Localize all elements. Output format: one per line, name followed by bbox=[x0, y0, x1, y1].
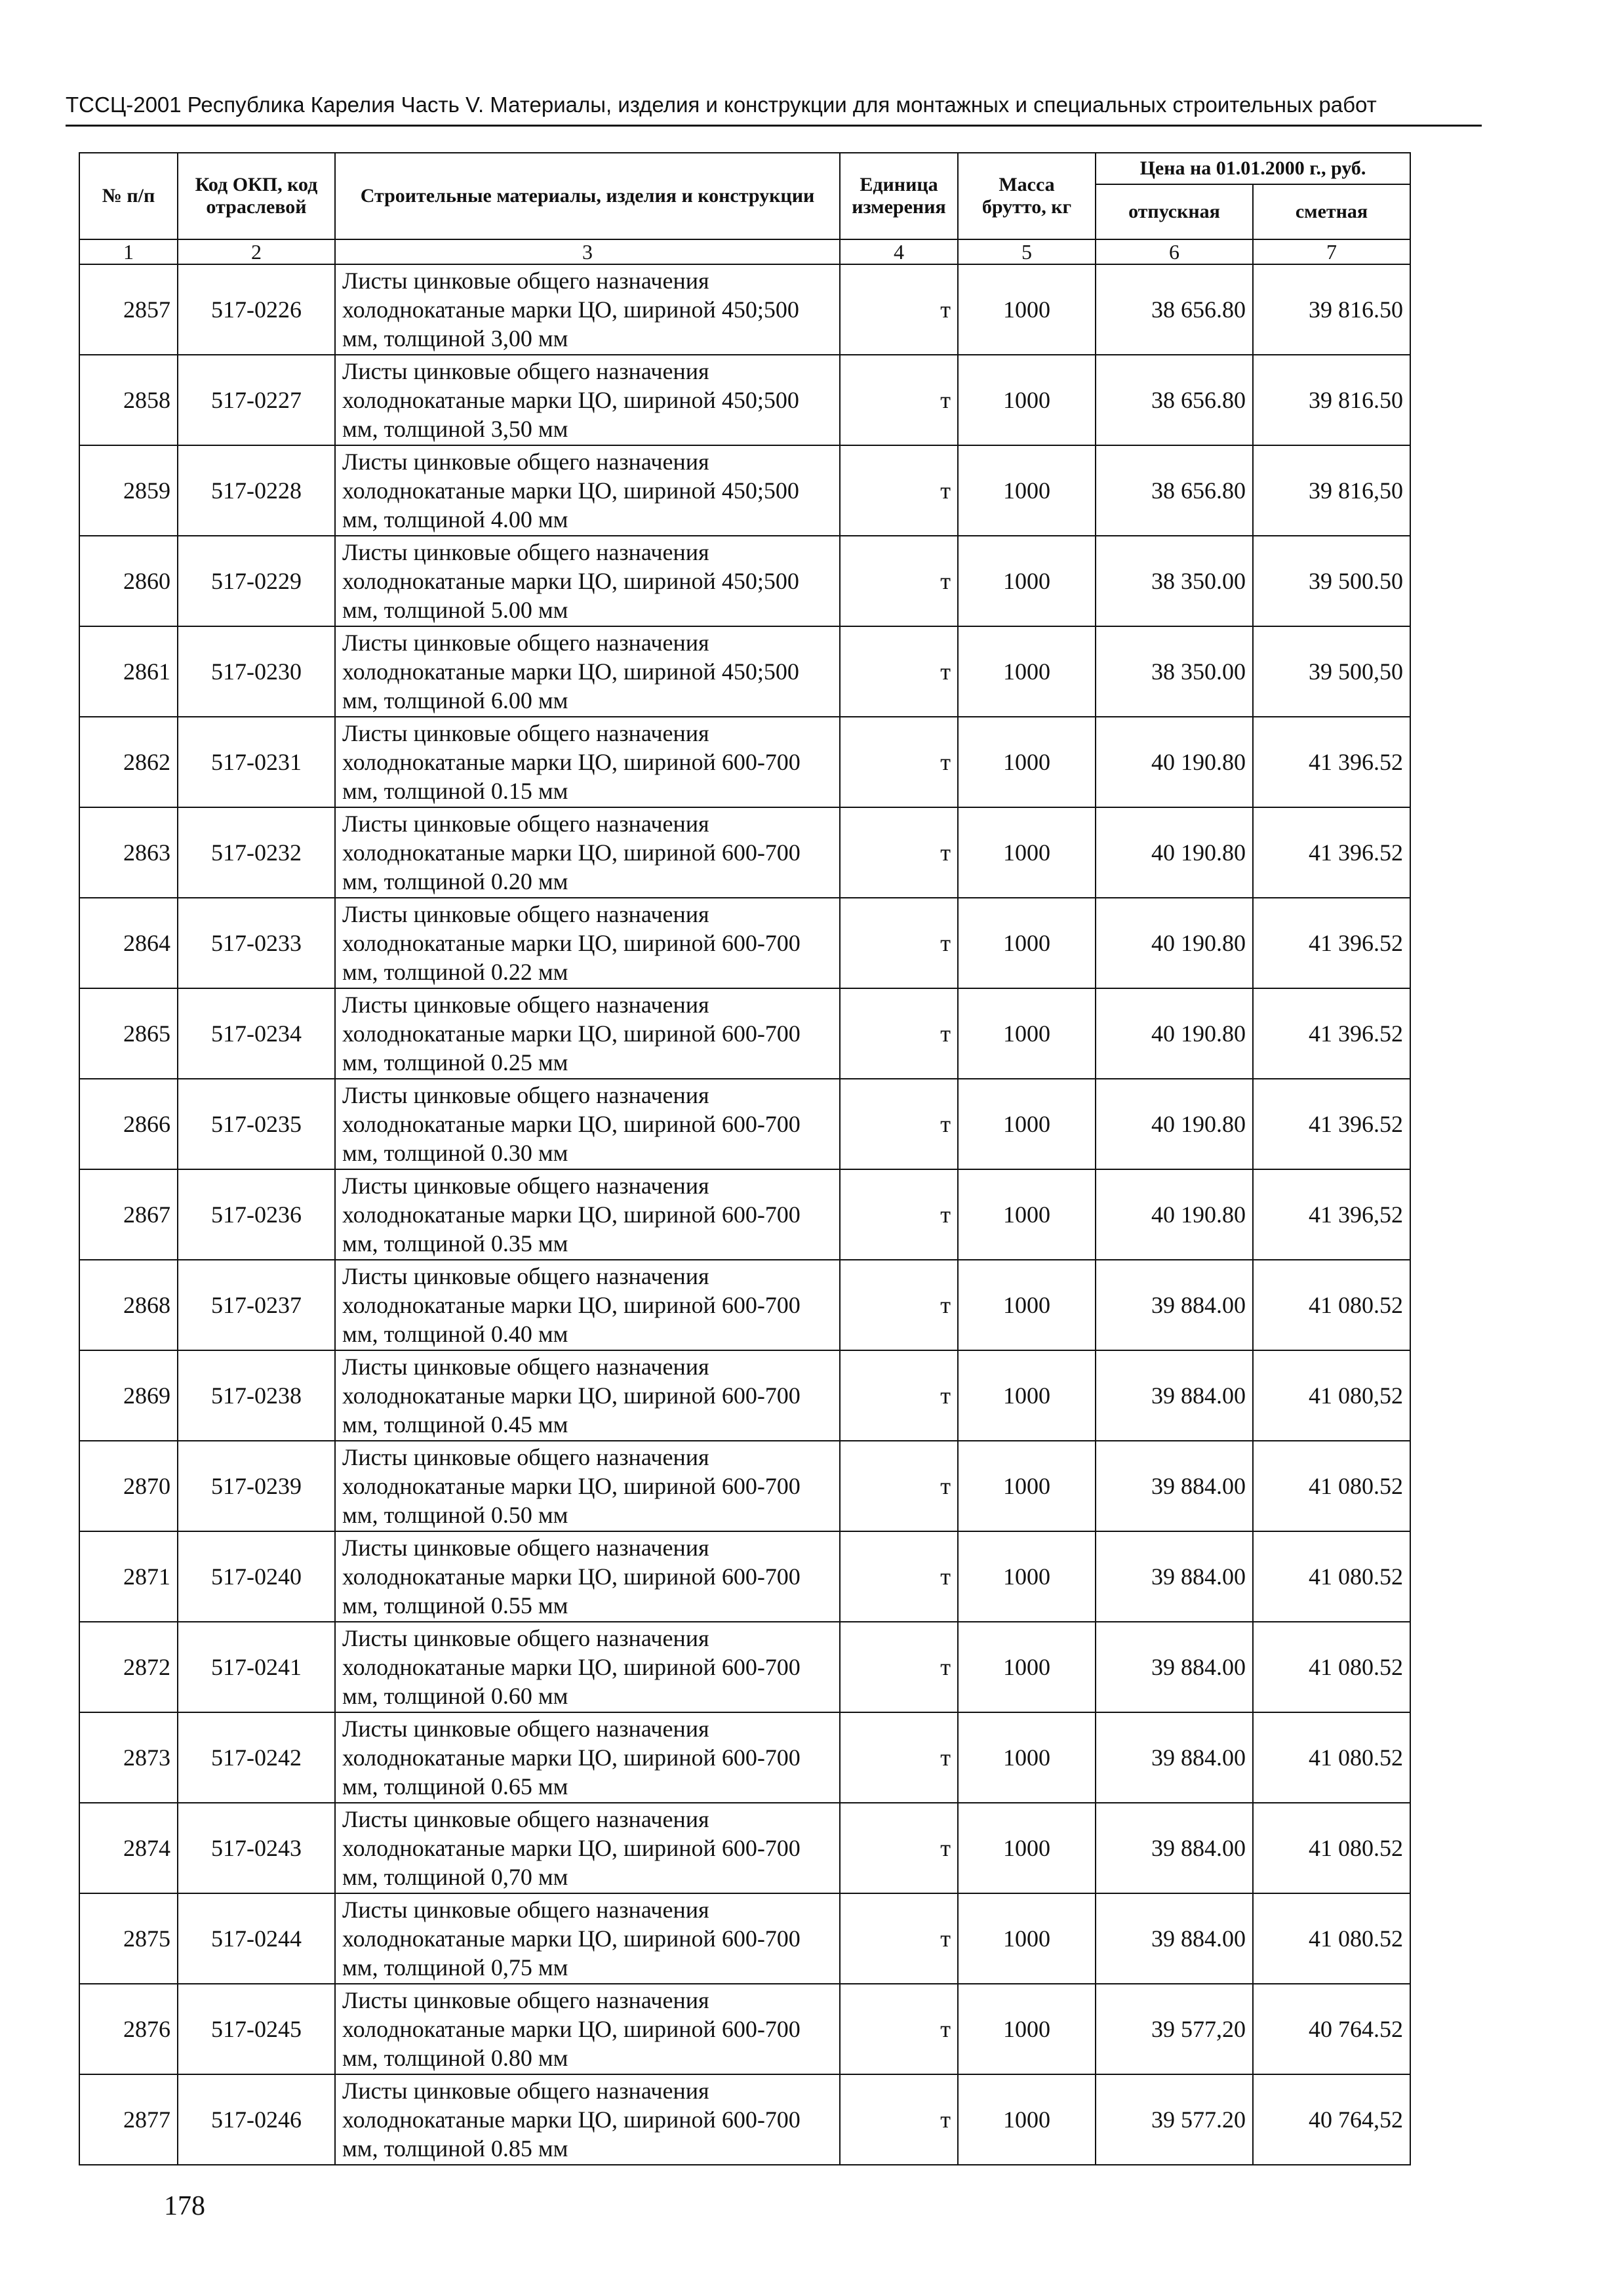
material-name: Листы цинковые общего назначения холоднокатаные марки ЦО, шириной 600-700 мм, толщиной 0.65 мм bbox=[335, 1712, 840, 1803]
column-number-row bbox=[79, 239, 1410, 264]
price-estimate: 39 816,50 bbox=[1253, 445, 1410, 536]
page-number: 178 bbox=[164, 2191, 205, 2221]
gross-mass: 1000 bbox=[958, 717, 1096, 807]
material-name: Листы цинковые общего назначения холоднокатаные марки ЦО, шириной 600-700 мм, толщиной 0.60 мм bbox=[335, 1622, 840, 1712]
unit-of-measure: т bbox=[840, 717, 958, 807]
okp-code: 517-0245 bbox=[178, 1984, 335, 2074]
unit-of-measure: т bbox=[840, 988, 958, 1079]
material-name: Листы цинковые общего назначения холоднокатаные марки ЦО, шириной 450;500 мм, толщиной 5.00 мм bbox=[335, 536, 840, 626]
price-estimate: 40 764,52 bbox=[1253, 2074, 1410, 2165]
okp-code: 517-0228 bbox=[178, 445, 335, 536]
unit-of-measure: т bbox=[840, 1350, 958, 1441]
price-estimate: 41 396,52 bbox=[1253, 1169, 1410, 1260]
table-row bbox=[79, 717, 1410, 807]
price-estimate: 41 396.52 bbox=[1253, 898, 1410, 988]
unit-of-measure: т bbox=[840, 1531, 958, 1622]
price-estimate: 41 396.52 bbox=[1253, 807, 1410, 898]
price-release: 39 884.00 bbox=[1096, 1531, 1253, 1622]
column-number: 1 bbox=[79, 239, 178, 264]
gross-mass: 1000 bbox=[958, 1984, 1096, 2074]
price-estimate: 41 080.52 bbox=[1253, 1712, 1410, 1803]
table-row bbox=[79, 1169, 1410, 1260]
row-number: 2874 bbox=[79, 1803, 178, 1893]
price-release: 39 884.00 bbox=[1096, 1441, 1253, 1531]
okp-code: 517-0227 bbox=[178, 355, 335, 445]
material-name: Листы цинковые общего назначения холоднокатаные марки ЦО, шириной 450;500 мм, толщиной 6.00 мм bbox=[335, 626, 840, 717]
material-name: Листы цинковые общего назначения холоднокатаные марки ЦО, шириной 450;500 мм, толщиной 4.00 мм bbox=[335, 445, 840, 536]
gross-mass: 1000 bbox=[958, 626, 1096, 717]
header-name: Строительные материалы, изделия и конструкции bbox=[335, 153, 840, 239]
price-release: 40 190.80 bbox=[1096, 717, 1253, 807]
page-header-title: ТССЦ-2001 Республика Карелия Часть V. Материалы, изделия и конструкции для монтажных и специальных строительных работ bbox=[66, 92, 1377, 117]
header-code: Код ОКП, код отраслевой bbox=[178, 153, 335, 239]
gross-mass: 1000 bbox=[958, 1169, 1096, 1260]
gross-mass: 1000 bbox=[958, 2074, 1096, 2165]
gross-mass: 1000 bbox=[958, 1803, 1096, 1893]
unit-of-measure: т bbox=[840, 2074, 958, 2165]
table-row bbox=[79, 1079, 1410, 1169]
row-number: 2870 bbox=[79, 1441, 178, 1531]
price-release: 39 577,20 bbox=[1096, 1984, 1253, 2074]
row-number: 2857 bbox=[79, 264, 178, 355]
okp-code: 517-0229 bbox=[178, 536, 335, 626]
gross-mass: 1000 bbox=[958, 807, 1096, 898]
row-number: 2869 bbox=[79, 1350, 178, 1441]
table-row bbox=[79, 2074, 1410, 2165]
price-release: 40 190.80 bbox=[1096, 1169, 1253, 1260]
material-name: Листы цинковые общего назначения холоднокатаные марки ЦО, шириной 450;500 мм, толщиной 3,00 мм bbox=[335, 264, 840, 355]
price-release: 40 190.80 bbox=[1096, 1079, 1253, 1169]
row-number: 2876 bbox=[79, 1984, 178, 2074]
price-release: 38 656.80 bbox=[1096, 355, 1253, 445]
unit-of-measure: т bbox=[840, 445, 958, 536]
unit-of-measure: т bbox=[840, 898, 958, 988]
row-number: 2866 bbox=[79, 1079, 178, 1169]
material-name: Листы цинковые общего назначения холоднокатаные марки ЦО, шириной 600-700 мм, толщиной 0.15 мм bbox=[335, 717, 840, 807]
table-row bbox=[79, 988, 1410, 1079]
gross-mass: 1000 bbox=[958, 1079, 1096, 1169]
row-number: 2865 bbox=[79, 988, 178, 1079]
price-estimate: 41 396.52 bbox=[1253, 717, 1410, 807]
okp-code: 517-0231 bbox=[178, 717, 335, 807]
price-estimate: 41 080.52 bbox=[1253, 1260, 1410, 1350]
price-estimate: 39 500.50 bbox=[1253, 536, 1410, 626]
material-name: Листы цинковые общего назначения холоднокатаные марки ЦО, шириной 600-700 мм, толщиной 0.22 мм bbox=[335, 898, 840, 988]
material-name: Листы цинковые общего назначения холоднокатаные марки ЦО, шириной 600-700 мм, толщиной 0.50 мм bbox=[335, 1441, 840, 1531]
okp-code: 517-0226 bbox=[178, 264, 335, 355]
price-release: 39 577.20 bbox=[1096, 2074, 1253, 2165]
unit-of-measure: т bbox=[840, 1803, 958, 1893]
unit-of-measure: т bbox=[840, 536, 958, 626]
gross-mass: 1000 bbox=[958, 1893, 1096, 1984]
gross-mass: 1000 bbox=[958, 1441, 1096, 1531]
price-release: 39 884.00 bbox=[1096, 1260, 1253, 1350]
material-name: Листы цинковые общего назначения холоднокатаные марки ЦО, шириной 600-700 мм, толщиной 0.55 мм bbox=[335, 1531, 840, 1622]
price-release: 39 884.00 bbox=[1096, 1350, 1253, 1441]
unit-of-measure: т bbox=[840, 1079, 958, 1169]
okp-code: 517-0242 bbox=[178, 1712, 335, 1803]
unit-of-measure: т bbox=[840, 264, 958, 355]
table-row bbox=[79, 807, 1410, 898]
table-row bbox=[79, 264, 1410, 355]
price-release: 39 884.00 bbox=[1096, 1712, 1253, 1803]
header-divider bbox=[66, 125, 1482, 127]
price-release: 39 884.00 bbox=[1096, 1893, 1253, 1984]
unit-of-measure: т bbox=[840, 355, 958, 445]
header-num: № п/п bbox=[79, 153, 178, 239]
gross-mass: 1000 bbox=[958, 1350, 1096, 1441]
table-row bbox=[79, 536, 1410, 626]
table-row bbox=[79, 898, 1410, 988]
price-release: 38 656.80 bbox=[1096, 264, 1253, 355]
price-table bbox=[79, 152, 1411, 2165]
price-release: 40 190.80 bbox=[1096, 988, 1253, 1079]
table-row bbox=[79, 1712, 1410, 1803]
gross-mass: 1000 bbox=[958, 264, 1096, 355]
unit-of-measure: т bbox=[840, 1441, 958, 1531]
gross-mass: 1000 bbox=[958, 445, 1096, 536]
material-name: Листы цинковые общего назначения холоднокатаные марки ЦО, шириной 600-700 мм, толщиной 0,75 мм bbox=[335, 1893, 840, 1984]
price-estimate: 40 764.52 bbox=[1253, 1984, 1410, 2074]
row-number: 2858 bbox=[79, 355, 178, 445]
gross-mass: 1000 bbox=[958, 1260, 1096, 1350]
column-number: 4 bbox=[840, 239, 958, 264]
unit-of-measure: т bbox=[840, 1893, 958, 1984]
okp-code: 517-0237 bbox=[178, 1260, 335, 1350]
material-name: Листы цинковые общего назначения холоднокатаные марки ЦО, шириной 600-700 мм, толщиной 0.85 мм bbox=[335, 2074, 840, 2165]
row-number: 2861 bbox=[79, 626, 178, 717]
row-number: 2868 bbox=[79, 1260, 178, 1350]
price-estimate: 41 080.52 bbox=[1253, 1622, 1410, 1712]
header-price-group: Цена на 01.01.2000 г., руб. bbox=[1096, 153, 1410, 184]
gross-mass: 1000 bbox=[958, 1712, 1096, 1803]
okp-code: 517-0235 bbox=[178, 1079, 335, 1169]
okp-code: 517-0232 bbox=[178, 807, 335, 898]
price-release: 38 656.80 bbox=[1096, 445, 1253, 536]
row-number: 2860 bbox=[79, 536, 178, 626]
okp-code: 517-0244 bbox=[178, 1893, 335, 1984]
row-number: 2877 bbox=[79, 2074, 178, 2165]
table-row bbox=[79, 355, 1410, 445]
unit-of-measure: т bbox=[840, 1622, 958, 1712]
okp-code: 517-0233 bbox=[178, 898, 335, 988]
price-estimate: 41 080.52 bbox=[1253, 1441, 1410, 1531]
material-name: Листы цинковые общего назначения холоднокатаные марки ЦО, шириной 450;500 мм, толщиной 3,50 мм bbox=[335, 355, 840, 445]
header-price-estimate: сметная bbox=[1253, 184, 1410, 239]
row-number: 2867 bbox=[79, 1169, 178, 1260]
material-name: Листы цинковые общего назначения холоднокатаные марки ЦО, шириной 600-700 мм, толщиной 0.80 мм bbox=[335, 1984, 840, 2074]
material-name: Листы цинковые общего назначения холоднокатаные марки ЦО, шириной 600-700 мм, толщиной 0,70 мм bbox=[335, 1803, 840, 1893]
gross-mass: 1000 bbox=[958, 988, 1096, 1079]
column-number: 2 bbox=[178, 239, 335, 264]
table-row bbox=[79, 1531, 1410, 1622]
unit-of-measure: т bbox=[840, 1712, 958, 1803]
material-name: Листы цинковые общего назначения холоднокатаные марки ЦО, шириной 600-700 мм, толщиной 0.45 мм bbox=[335, 1350, 840, 1441]
unit-of-measure: т bbox=[840, 626, 958, 717]
material-name: Листы цинковые общего назначения холоднокатаные марки ЦО, шириной 600-700 мм, толщиной 0.40 мм bbox=[335, 1260, 840, 1350]
price-estimate: 41 396.52 bbox=[1253, 1079, 1410, 1169]
price-release: 39 884.00 bbox=[1096, 1622, 1253, 1712]
material-name: Листы цинковые общего назначения холоднокатаные марки ЦО, шириной 600-700 мм, толщиной 0.35 мм bbox=[335, 1169, 840, 1260]
gross-mass: 1000 bbox=[958, 1622, 1096, 1712]
price-estimate: 41 396.52 bbox=[1253, 988, 1410, 1079]
okp-code: 517-0238 bbox=[178, 1350, 335, 1441]
price-release: 40 190.80 bbox=[1096, 898, 1253, 988]
column-number: 6 bbox=[1096, 239, 1253, 264]
header-price-release: отпускная bbox=[1096, 184, 1253, 239]
row-number: 2871 bbox=[79, 1531, 178, 1622]
okp-code: 517-0236 bbox=[178, 1169, 335, 1260]
row-number: 2862 bbox=[79, 717, 178, 807]
row-number: 2872 bbox=[79, 1622, 178, 1712]
material-name: Листы цинковые общего назначения холоднокатаные марки ЦО, шириной 600-700 мм, толщиной 0.25 мм bbox=[335, 988, 840, 1079]
material-name: Листы цинковые общего назначения холоднокатаные марки ЦО, шириной 600-700 мм, толщиной 0.30 мм bbox=[335, 1079, 840, 1169]
gross-mass: 1000 bbox=[958, 898, 1096, 988]
okp-code: 517-0246 bbox=[178, 2074, 335, 2165]
header-unit: Единица измерения bbox=[840, 153, 958, 239]
row-number: 2863 bbox=[79, 807, 178, 898]
table-row bbox=[79, 445, 1410, 536]
price-release: 39 884.00 bbox=[1096, 1803, 1253, 1893]
header-mass: Масса брутто, кг bbox=[958, 153, 1096, 239]
unit-of-measure: т bbox=[840, 1260, 958, 1350]
row-number: 2873 bbox=[79, 1712, 178, 1803]
price-estimate: 41 080.52 bbox=[1253, 1893, 1410, 1984]
table-row bbox=[79, 1260, 1410, 1350]
row-number: 2859 bbox=[79, 445, 178, 536]
row-number: 2864 bbox=[79, 898, 178, 988]
gross-mass: 1000 bbox=[958, 1531, 1096, 1622]
column-number: 7 bbox=[1253, 239, 1410, 264]
table-row bbox=[79, 1803, 1410, 1893]
price-estimate: 41 080.52 bbox=[1253, 1803, 1410, 1893]
okp-code: 517-0241 bbox=[178, 1622, 335, 1712]
gross-mass: 1000 bbox=[958, 355, 1096, 445]
table-row bbox=[79, 1893, 1410, 1984]
table-row bbox=[79, 1622, 1410, 1712]
material-name: Листы цинковые общего назначения холоднокатаные марки ЦО, шириной 600-700 мм, толщиной 0.20 мм bbox=[335, 807, 840, 898]
column-number: 5 bbox=[958, 239, 1096, 264]
price-estimate: 39 500,50 bbox=[1253, 626, 1410, 717]
table-body bbox=[79, 264, 1410, 2165]
okp-code: 517-0234 bbox=[178, 988, 335, 1079]
unit-of-measure: т bbox=[840, 1169, 958, 1260]
row-number: 2875 bbox=[79, 1893, 178, 1984]
okp-code: 517-0230 bbox=[178, 626, 335, 717]
unit-of-measure: т bbox=[840, 807, 958, 898]
table-header bbox=[79, 153, 1410, 264]
table-row bbox=[79, 1441, 1410, 1531]
price-release: 38 350.00 bbox=[1096, 536, 1253, 626]
gross-mass: 1000 bbox=[958, 536, 1096, 626]
table-row bbox=[79, 1984, 1410, 2074]
price-estimate: 39 816.50 bbox=[1253, 264, 1410, 355]
price-release: 40 190.80 bbox=[1096, 807, 1253, 898]
okp-code: 517-0243 bbox=[178, 1803, 335, 1893]
price-estimate: 41 080.52 bbox=[1253, 1531, 1410, 1622]
column-number: 3 bbox=[335, 239, 840, 264]
price-estimate: 41 080,52 bbox=[1253, 1350, 1410, 1441]
price-release: 38 350.00 bbox=[1096, 626, 1253, 717]
table-row bbox=[79, 1350, 1410, 1441]
okp-code: 517-0240 bbox=[178, 1531, 335, 1622]
table-row bbox=[79, 626, 1410, 717]
unit-of-measure: т bbox=[840, 1984, 958, 2074]
price-estimate: 39 816.50 bbox=[1253, 355, 1410, 445]
okp-code: 517-0239 bbox=[178, 1441, 335, 1531]
